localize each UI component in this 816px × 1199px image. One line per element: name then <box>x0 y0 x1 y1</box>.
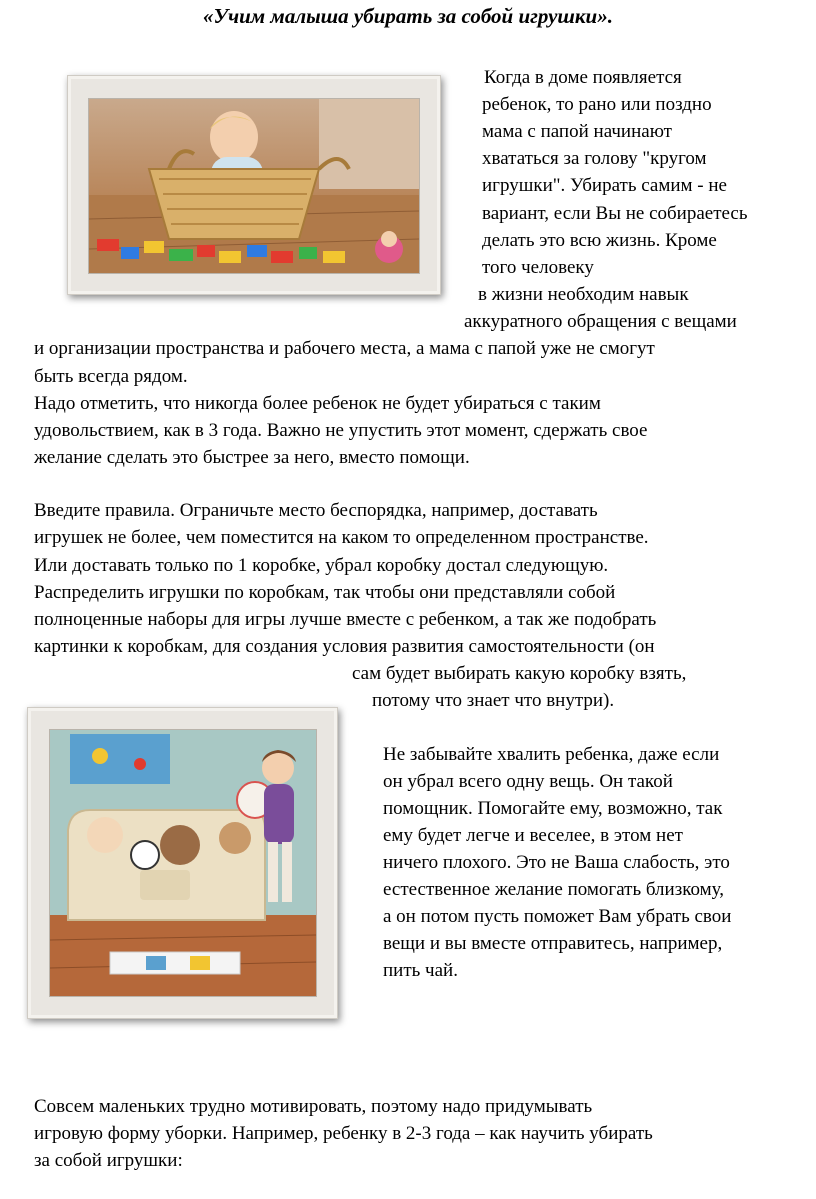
section1-line: хвататься за голову "кругом <box>482 148 707 169</box>
section2-line: Или доставать только по 1 коробке, убрал коробку достал следующую. <box>34 555 609 576</box>
section4-line: Совсем маленьких трудно мотивировать, поэтому надо придумывать <box>34 1096 593 1117</box>
section3-line: Не забывайте хвалить ребенка, даже если <box>383 744 720 765</box>
section1-line: того человеку <box>482 257 594 278</box>
section1-line: и организации пространства и рабочего места, а мама с папой уже не смогут <box>34 338 655 359</box>
section1-line: игрушки". Убирать самим - не <box>482 175 727 196</box>
section4-line: за собой игрушки: <box>34 1150 183 1171</box>
section1-line: Надо отметить, что никогда более ребенок не будет убираться с таким <box>34 393 601 414</box>
section3-line: вещи и вы вместе отправитесь, например, <box>383 933 723 954</box>
section4-line: игровую форму уборки. Например, ребенку в 2-3 года – как научить убирать <box>34 1123 653 1144</box>
section1-line: в жизни необходим навык <box>478 284 689 305</box>
section1-line: Когда в доме появляется <box>484 67 682 88</box>
toddler-basket-illustration <box>89 99 419 273</box>
girl-toybox-illustration <box>50 730 316 996</box>
section1-line: делать это всю жизнь. Кроме <box>482 230 717 251</box>
girl-toybox-photo <box>49 729 317 997</box>
section3-line: ничего плохого. Это не Ваша слабость, это <box>383 852 730 873</box>
section1-line: быть всегда рядом. <box>34 366 188 387</box>
section3-line: а он потом пусть поможет Вам убрать свои <box>383 906 732 927</box>
section1-line: аккуратного обращения с вещами <box>464 311 737 332</box>
section2-line: Введите правила. Ограничьте место беспорядка, например, доставать <box>34 500 598 521</box>
section1-line: вариант, если Вы не собираетесь <box>482 203 748 224</box>
section1-line: желание сделать это быстрее за него, вместо помощи. <box>34 447 470 468</box>
photo-frame-toddler-basket <box>67 75 441 295</box>
section2-line: сам будет выбирать какую коробку взять, <box>352 663 687 684</box>
section3-line: помощник. Помогайте ему, возможно, так <box>383 798 723 819</box>
section3-line: пить чай. <box>383 960 458 981</box>
section2-line: Распределить игрушки по коробкам, так чтобы они представляли собой <box>34 582 616 603</box>
section2-line: игрушек не более, чем поместится на каком то определенном пространстве. <box>34 527 649 548</box>
section1-line: ребенок, то рано или поздно <box>482 94 712 115</box>
section2-line: полноценные наборы для игры лучше вместе с ребенком, а так же подобрать <box>34 609 657 630</box>
section1-line: удовольствием, как в 3 года. Важно не упустить этот момент, сдержать свое <box>34 420 648 441</box>
section3-line: естественное желание помогать близкому, <box>383 879 724 900</box>
section3-line: ему будет легче и веселее, в этом нет <box>383 825 683 846</box>
photo-frame-girl-toybox <box>27 707 338 1019</box>
section3-line: он убрал всего одну вещь. Он такой <box>383 771 673 792</box>
section2-line: картинки к коробкам, для создания условия развития самостоятельности (он <box>34 636 655 657</box>
page-title: «Учим малыша убирать за собой игрушки». <box>202 4 613 28</box>
section1-line: мама с папой начинают <box>482 121 672 142</box>
section2-line: потому что знает что внутри). <box>372 690 615 711</box>
toddler-basket-photo <box>88 98 420 274</box>
